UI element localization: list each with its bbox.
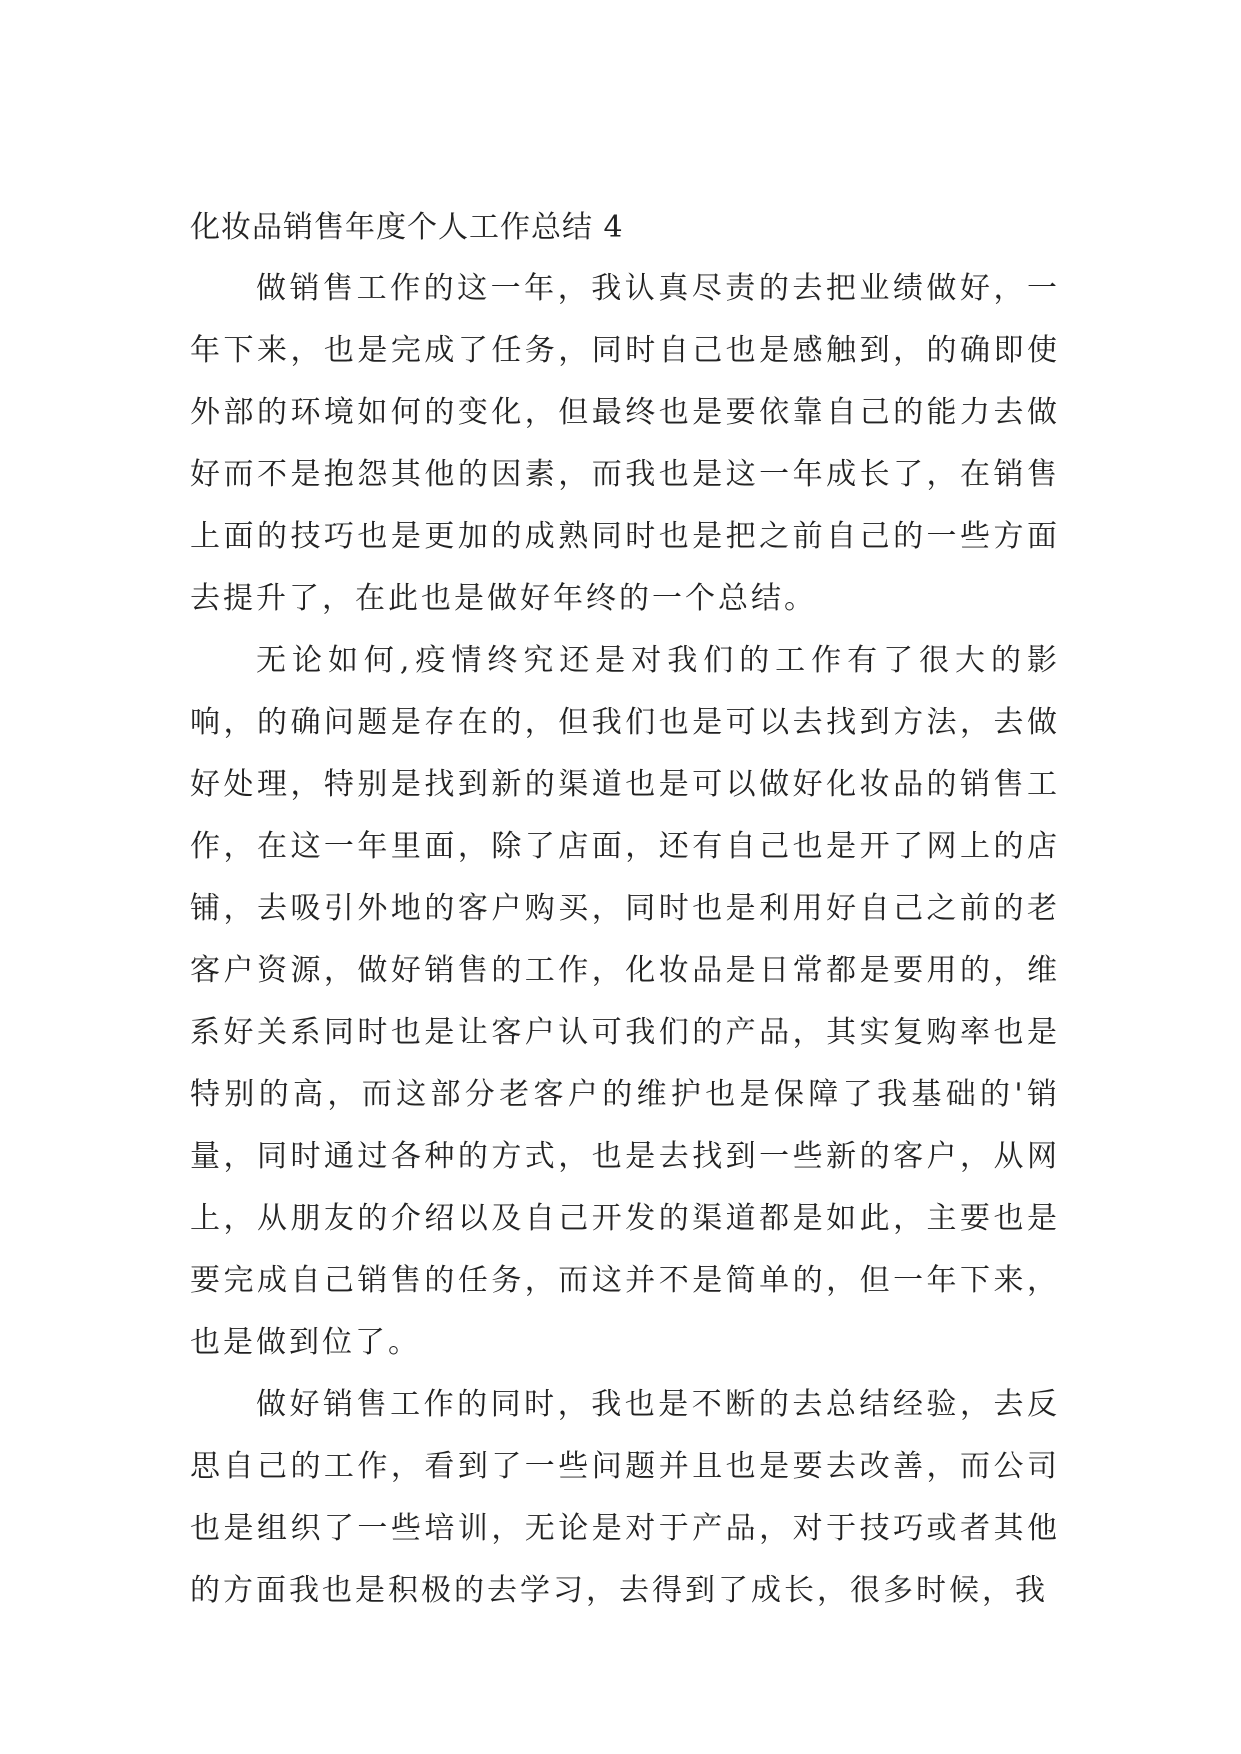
document-title: 化妆品销售年度个人工作总结 4 [190,210,624,245]
document-body [190,208,1060,1622]
paragraph-1: 做销售工作的这一年，我认真尽责的去把业绩做好，一年下来，也是完成了任务，同时自己也是感触到，的确即使外部的环境如何的变化，但最终也是要依靠自己的能力去做好而不是抱怨其他的因素，而我也是这一年成长了，在销售上面的技巧也是更加的成熟同时也是把之前自己的一些方面去提升了，在此也是做好年终的一个总结。 [190,271,1060,616]
paragraph-2: 无论如何,疫情终究还是对我们的工作有了很大的影响，的确问题是存在的，但我们也是可以去找到方法，去做好处理，特别是找到新的渠道也是可以做好化妆品的销售工作，在这一年里面，除了店面，还有自己也是开了网上的店铺，去吸引外地的客户购买，同时也是利用好自己之前的老客户资源，做好销售的工作，化妆品是日常都是要用的，维系好关系同时也是让客户认可我们的产品，其实复购率也是特别的高，而这部分老客户的维护也是保障了我基础的'销量，同时通过各种的方式，也是去找到一些新的客户，从网上，从朋友的介绍以及自己开发的渠道都是如此，主要也是要完成自己销售的任务，而这并不是简单的，但一年下来，也是做到位了。 [190,643,1060,1360]
paragraph-3: 做好销售工作的同时，我也是不断的去总结经验，去反思自己的工作，看到了一些问题并且也是要去改善，而公司也是组织了一些培训，无论是对于产品，对于技巧或者其他的方面我也是积极的去学习，去得到了成长，很多时候，我 [190,1387,1060,1608]
